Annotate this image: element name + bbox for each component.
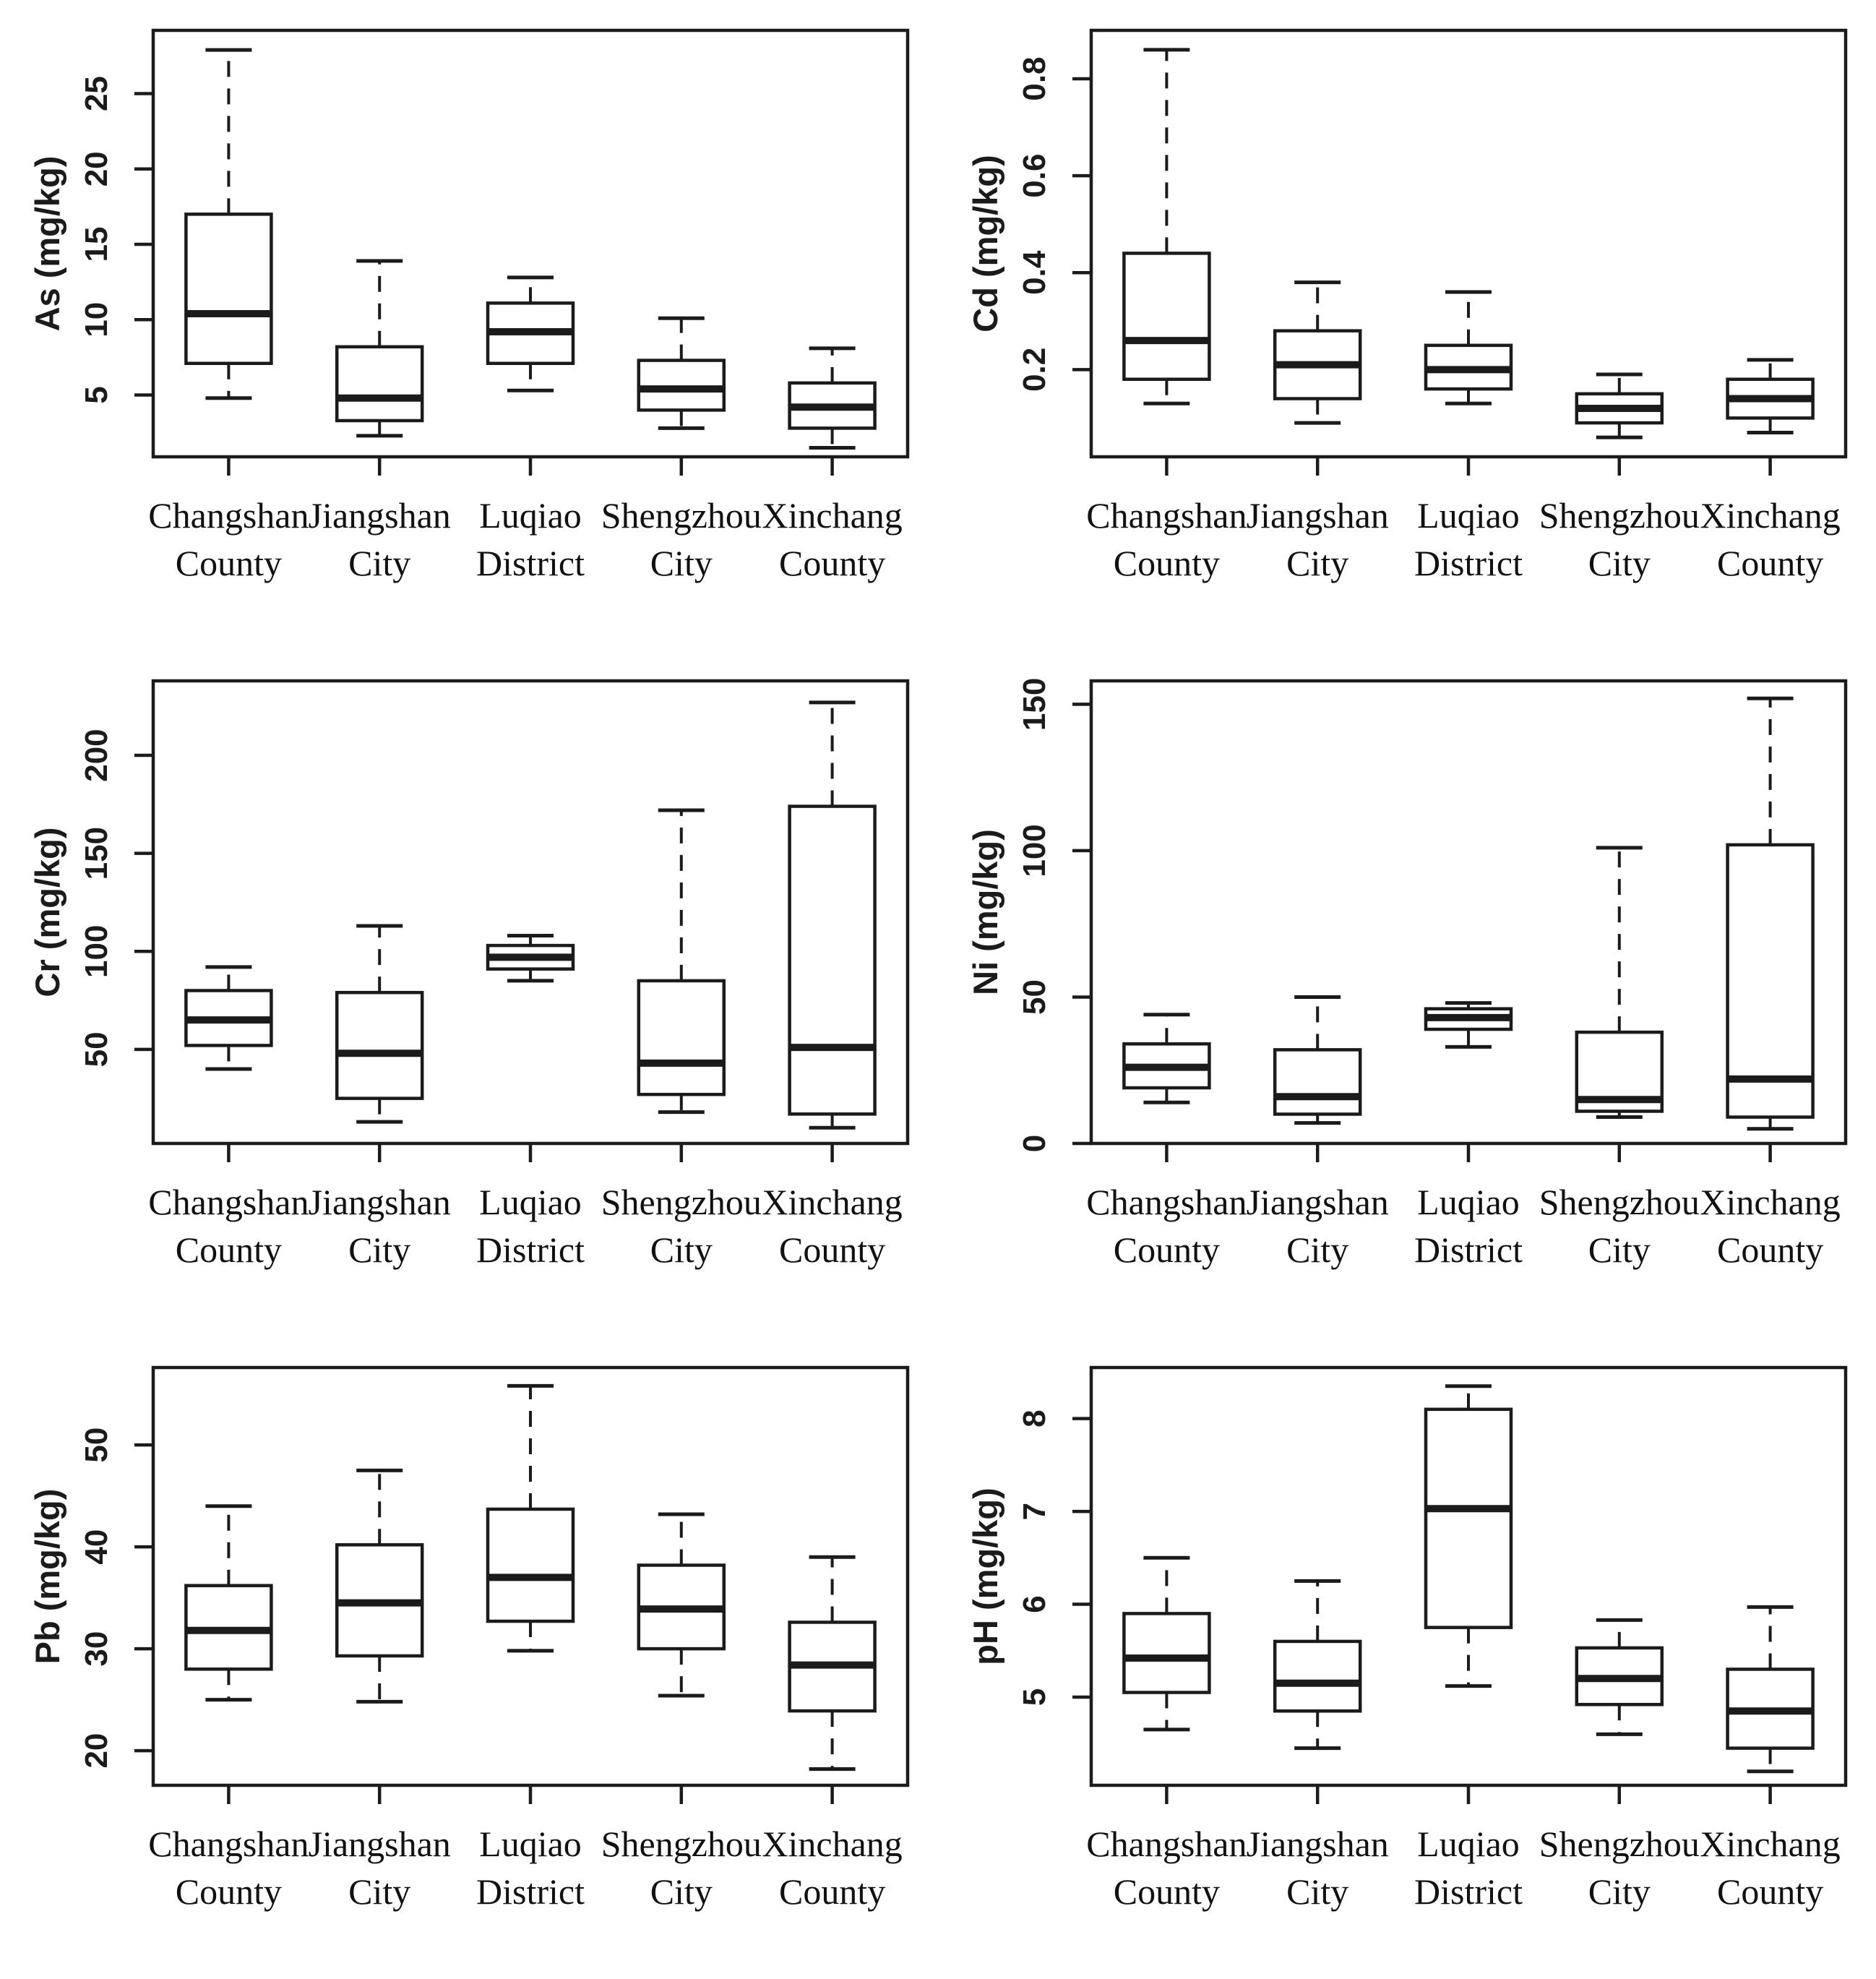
y-tick-label: 20: [79, 1733, 114, 1769]
y-tick-label: 200: [79, 729, 114, 782]
y-tick-label: 0: [1017, 1134, 1052, 1153]
iqr-box: [639, 361, 724, 411]
y-tick-label: 50: [79, 1031, 114, 1068]
x-category-label-line1: Xinchang: [762, 1824, 903, 1864]
iqr-box: [186, 214, 271, 363]
x-category-label-line1: Jiangshan: [308, 1824, 451, 1864]
iqr-box: [337, 992, 422, 1098]
x-category-label-line2: City: [1286, 1229, 1349, 1270]
x-category-label-line2: District: [476, 543, 585, 583]
x-category-label-line2: City: [650, 543, 713, 583]
x-category-label-line2: City: [1286, 543, 1349, 583]
y-tick-label: 50: [79, 1427, 114, 1463]
boxplot-panel-cr: [0, 651, 938, 1337]
boxplot-panel-ni: [938, 651, 1876, 1337]
iqr-box: [337, 347, 422, 421]
x-category-label-line2: County: [1113, 543, 1221, 583]
x-category-label-line1: Luqiao: [1417, 1182, 1520, 1222]
y-tick-label: 0.2: [1017, 347, 1052, 392]
x-category-label-line2: County: [175, 1871, 283, 1912]
y-tick-label: 40: [79, 1529, 114, 1565]
boxplot-panel-as: [0, 0, 938, 651]
x-category-label-line2: County: [778, 1229, 886, 1270]
boxplot-panel-pb: [0, 1337, 938, 1979]
x-category-label-line1: Changshan: [148, 1182, 309, 1222]
iqr-box: [790, 807, 875, 1115]
x-category-label-line1: Jiangshan: [308, 495, 451, 536]
y-axis-title: pH (mg/kg): [966, 1488, 1004, 1665]
y-axis-title: Cd (mg/kg): [966, 155, 1004, 332]
x-category-label-line1: Changshan: [148, 1824, 309, 1864]
x-category-label-line2: District: [1414, 1229, 1523, 1270]
iqr-box: [1124, 1613, 1209, 1692]
x-category-label-line2: District: [476, 1871, 585, 1912]
x-category-label-line2: City: [348, 1229, 411, 1270]
x-category-label-line1: Shengzhou: [601, 1824, 762, 1864]
x-category-label-line1: Changshan: [1086, 495, 1247, 536]
y-tick-label: 8: [1017, 1409, 1052, 1428]
x-category-label-line1: Changshan: [148, 495, 309, 536]
x-category-label-line2: City: [1286, 1871, 1349, 1912]
y-tick-label: 10: [79, 301, 114, 338]
y-tick-label: 100: [1017, 824, 1052, 877]
x-category-label-line1: Changshan: [1086, 1182, 1247, 1222]
y-axis-title: Cr (mg/kg): [28, 827, 66, 997]
x-category-label-line2: District: [1414, 543, 1523, 583]
x-category-label-line1: Shengzhou: [601, 495, 762, 536]
y-tick-label: 30: [79, 1631, 114, 1667]
y-tick-label: 6: [1017, 1595, 1052, 1613]
iqr-box: [1275, 1049, 1360, 1114]
y-axis-title: As (mg/kg): [28, 155, 66, 332]
x-category-label-line2: County: [1716, 1229, 1824, 1270]
x-category-label-line1: Jiangshan: [308, 1182, 451, 1222]
x-category-label-line1: Changshan: [1086, 1824, 1247, 1864]
x-category-label-line1: Xinchang: [1700, 495, 1841, 536]
x-category-label-line1: Luqiao: [1417, 495, 1520, 536]
x-category-label-line2: County: [1716, 543, 1824, 583]
x-category-label-line2: City: [348, 1871, 411, 1912]
x-category-label-line1: Luqiao: [479, 495, 582, 536]
boxplot-panel-cd: [938, 0, 1876, 651]
x-category-label-line1: Xinchang: [1700, 1824, 1841, 1864]
x-category-label-line1: Luqiao: [1417, 1824, 1520, 1864]
x-category-label-line2: County: [1113, 1229, 1221, 1270]
x-category-label-line2: City: [348, 543, 411, 583]
y-tick-label: 25: [79, 76, 114, 112]
x-category-label-line1: Xinchang: [762, 495, 903, 536]
iqr-box: [1426, 1409, 1511, 1628]
y-axis-title: Ni (mg/kg): [966, 829, 1004, 995]
x-category-label-line1: Shengzhou: [601, 1182, 762, 1222]
y-tick-label: 20: [79, 151, 114, 187]
y-tick-label: 50: [1017, 979, 1052, 1015]
y-tick-label: 0.6: [1017, 153, 1052, 198]
x-category-label-line1: Luqiao: [479, 1182, 582, 1222]
x-category-label-line1: Xinchang: [762, 1182, 903, 1222]
x-category-label-line1: Shengzhou: [1539, 1182, 1700, 1222]
iqr-box: [639, 981, 724, 1094]
y-tick-label: 100: [79, 924, 114, 978]
y-tick-label: 150: [1017, 677, 1052, 731]
y-tick-label: 5: [79, 386, 114, 404]
x-category-label-line2: County: [778, 543, 886, 583]
iqr-box: [488, 1509, 573, 1621]
x-category-label-line2: County: [1716, 1871, 1824, 1912]
x-category-label-line2: City: [1588, 1229, 1651, 1270]
iqr-box: [1275, 1641, 1360, 1711]
y-tick-label: 0.4: [1017, 250, 1052, 295]
y-tick-label: 150: [79, 826, 114, 880]
boxplot-panel-ph: [938, 1337, 1876, 1979]
x-category-label-line2: County: [778, 1871, 886, 1912]
x-category-label-line1: Shengzhou: [1539, 1824, 1700, 1864]
x-category-label-line2: County: [1113, 1871, 1221, 1912]
x-category-label-line2: District: [476, 1229, 585, 1270]
y-tick-label: 5: [1017, 1688, 1052, 1707]
y-tick-label: 0.8: [1017, 56, 1052, 101]
iqr-box: [1124, 253, 1209, 379]
x-category-label-line1: Jiangshan: [1246, 1182, 1389, 1222]
x-category-label-line1: Luqiao: [479, 1824, 582, 1864]
x-category-label-line2: City: [650, 1871, 713, 1912]
x-category-label-line1: Jiangshan: [1246, 495, 1389, 536]
x-category-label-line1: Shengzhou: [1539, 495, 1700, 536]
x-category-label-line2: City: [1588, 543, 1651, 583]
x-category-label-line2: County: [175, 543, 283, 583]
y-tick-label: 7: [1017, 1502, 1052, 1521]
x-category-label-line2: County: [175, 1229, 283, 1270]
x-category-label-line1: Jiangshan: [1246, 1824, 1389, 1864]
x-category-label-line2: City: [1588, 1871, 1651, 1912]
x-category-label-line2: City: [650, 1229, 713, 1270]
y-tick-label: 15: [79, 226, 114, 262]
x-category-label-line1: Xinchang: [1700, 1182, 1841, 1222]
x-category-label-line2: District: [1414, 1871, 1523, 1912]
y-axis-title: Pb (mg/kg): [28, 1488, 66, 1665]
